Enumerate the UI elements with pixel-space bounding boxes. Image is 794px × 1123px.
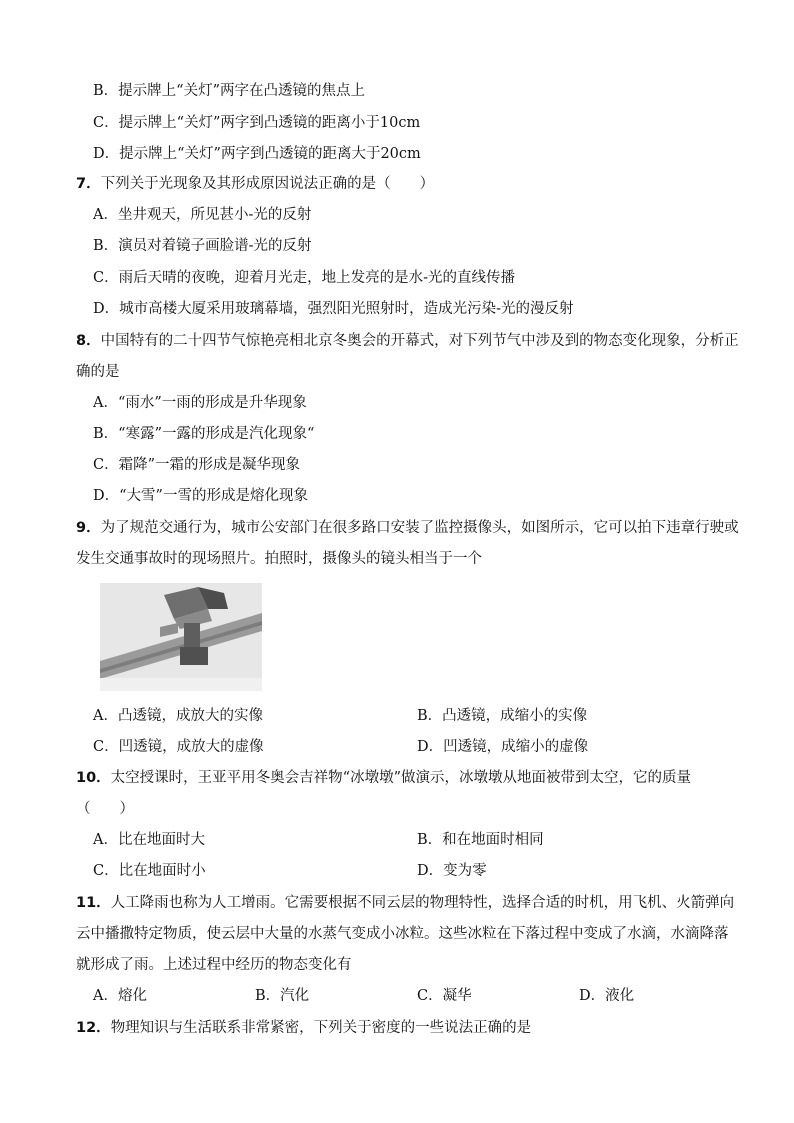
q7-option-a: A．坐井观天，所见甚小-光的反射	[93, 207, 312, 223]
q9-number: 9．	[76, 520, 101, 536]
q9-option-b: B．凸透镜，成缩小的实像	[417, 708, 588, 724]
q11-stem: 人工降雨也称为人工增雨。它需要根据不同云层的物理特性，选择合适的时机，用飞机、火箭弹向	[110, 895, 735, 911]
q11-stem-cont-1: 云中播撒特定物质，使云层中大量的水蒸气变成小冰粒。这些冰粒在下落过程中变成了水滴，水滴降落	[76, 926, 729, 942]
q9-option-a: A．凸透镜，成放大的实像	[93, 708, 263, 724]
q9-stem-line	[76, 518, 739, 538]
surveillance-camera-illustration	[100, 583, 262, 691]
q12-stem-line	[76, 1018, 531, 1038]
q7-option-d: D．城市高楼大厦采用玻璃幕墙，强烈阳光照射时，造成光污染-光的漫反射	[93, 301, 574, 317]
q6-option-b: B．提示牌上“关灯”两字在凸透镜的焦点上	[93, 83, 365, 99]
q8-stem-cont: 确的是	[76, 364, 120, 380]
q7-stem: 下列关于光现象及其形成原因说法正确的是（ ）	[100, 176, 435, 192]
surveillance-camera-photo	[100, 583, 262, 691]
q9-stem-cont: 发生交通事故时的现场照片。拍照时，摄像头的镜头相当于一个	[76, 551, 482, 567]
q7-stem-line	[76, 174, 434, 194]
q11-option-a: A．熔化	[93, 988, 147, 1004]
q7-number: 7．	[76, 176, 101, 192]
q8-option-c: C．霜降”一霜的形成是凝华现象	[93, 457, 301, 473]
q11-stem-cont-2: 就形成了雨。上述过程中经历的物态变化有	[76, 957, 352, 973]
q10-option-b: B．和在地面时相同	[417, 832, 544, 848]
q7-option-b: B．演员对着镜子画脸谱-光的反射	[93, 238, 312, 254]
q11-number: 11．	[76, 895, 111, 911]
q8-stem-line	[76, 331, 739, 351]
q10-option-a: A．比在地面时大	[93, 832, 205, 848]
q10-answer-paren: （ ）	[76, 801, 134, 817]
q8-option-d: D．“大雪”一雪的形成是熔化现象	[93, 488, 308, 504]
q10-stem: 太空授课时，王亚平用冬奥会吉祥物“冰墩墩”做演示，冰墩墩从地面被带到太空，它的质量	[110, 770, 692, 786]
q10-option-c: C．比在地面时小	[93, 863, 206, 879]
q10-number: 10．	[76, 770, 111, 786]
q10-option-d: D．变为零	[417, 863, 487, 879]
q6-option-d: D．提示牌上“关灯”两字到凸透镜的距离大于20cm	[93, 146, 421, 162]
q8-number: 8．	[76, 333, 101, 349]
q9-option-d: D．凹透镜，成缩小的虚像	[417, 739, 589, 755]
q11-option-d: D．液化	[579, 988, 635, 1004]
q8-option-b: B．“寒露”一露的形成是汽化现象“	[93, 426, 315, 442]
q12-number: 12．	[76, 1020, 111, 1036]
q9-stem: 为了规范交通行为，城市公安部门在很多路口安装了监控摄像头，如图所示，它可以拍下违章行驶或	[100, 520, 739, 536]
q9-option-c: C．凹透镜，成放大的虚像	[93, 739, 264, 755]
q11-stem-line	[76, 893, 734, 913]
q11-option-b: B．汽化	[255, 988, 310, 1004]
q8-stem: 中国特有的二十四节气惊艳亮相北京冬奥会的开幕式，对下列节气中涉及到的物态变化现象，分析正	[100, 333, 739, 349]
q12-stem: 物理知识与生活联系非常紧密，下列关于密度的一些说法正确的是	[110, 1020, 532, 1036]
q7-option-c: C．雨后天晴的夜晚，迎着月光走，地上发亮的是水-光的直线传播	[93, 270, 515, 286]
q8-option-a: A．“雨水”一雨的形成是升华现象	[93, 395, 307, 411]
q10-stem-line	[76, 768, 691, 788]
q6-option-c: C．提示牌上“关灯”两字到凸透镜的距离小于10cm	[93, 115, 421, 131]
q11-option-c: C．凝华	[417, 988, 472, 1004]
